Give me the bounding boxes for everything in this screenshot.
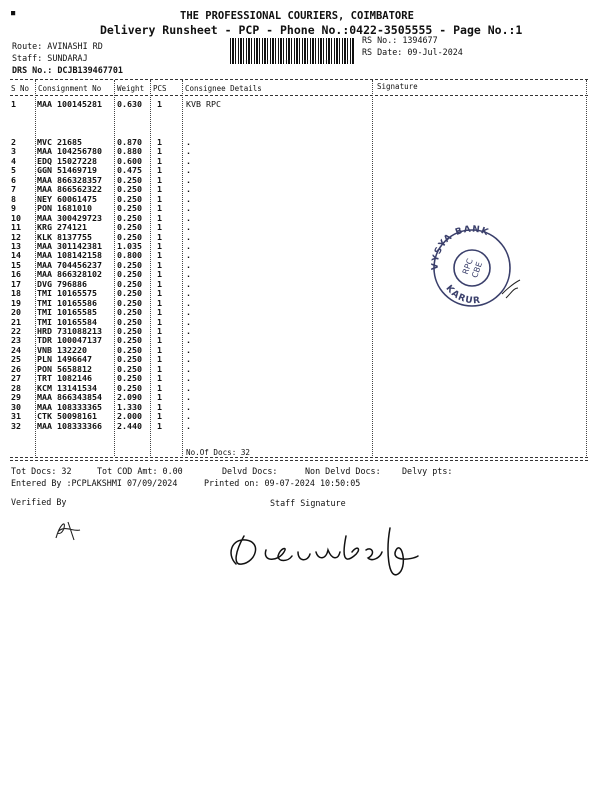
row-consignee: .	[186, 240, 191, 251]
row-consignment-no: MAA 108333366	[37, 420, 102, 431]
row-consignment-no: TMI 10165585	[37, 307, 97, 318]
row-weight: 0.250	[117, 231, 142, 242]
row-weight: 2.090	[117, 392, 142, 403]
col-header-consignment: Consignment No	[38, 84, 102, 93]
row-consignee: .	[186, 155, 191, 166]
row-pcs: 1	[157, 174, 162, 185]
row-consignee: .	[186, 165, 191, 176]
rs-date: RS Date: 09-Jul-2024	[362, 47, 463, 57]
row-weight: 0.250	[117, 344, 142, 355]
row-consignment-no: MAA 704456237	[37, 259, 102, 270]
col-header-sno: S No	[11, 84, 30, 93]
row-sno: 31	[11, 411, 21, 422]
row-sno: 10	[11, 212, 21, 223]
row-consignment-no: VNB 132220	[37, 344, 87, 355]
table-row	[0, 383, 600, 392]
table-row	[0, 354, 600, 363]
bank-stamp	[424, 222, 524, 312]
row-consignment-no: TRT 1082146	[37, 373, 92, 384]
staff-handwritten-signature	[222, 520, 422, 584]
row-consignee: .	[186, 137, 191, 147]
row-pcs: 1	[157, 297, 162, 308]
row-weight: 0.250	[117, 382, 142, 393]
row-consignment-no: NEY 60061475	[37, 193, 97, 204]
row-consignee: .	[186, 411, 191, 422]
row-consignment-no: GGN 51469719	[37, 165, 97, 176]
row-consignment-no: MAA 104256780	[37, 146, 102, 157]
row-pcs: 1	[157, 165, 162, 176]
row-consignee: .	[186, 335, 191, 346]
row-consignment-no: KLK 8137755	[37, 231, 92, 242]
row-consignee: .	[186, 193, 191, 204]
row-weight: 0.250	[117, 259, 142, 270]
row-weight: 0.250	[117, 373, 142, 384]
row-pcs: 1	[157, 184, 162, 195]
row-weight: 0.250	[117, 174, 142, 185]
row-consignment-no: MAA 866562322	[37, 184, 102, 195]
table-row	[0, 213, 600, 222]
row-pcs: 1	[157, 269, 162, 280]
col-header-consignee: Consignee Details	[185, 84, 262, 93]
row-weight: 0.250	[117, 297, 142, 308]
row-consignee: .	[186, 354, 191, 365]
table-row	[0, 194, 600, 203]
row-weight: 0.800	[117, 250, 142, 261]
tiny-mark: ■	[11, 9, 16, 17]
tot-docs: Tot Docs: 32	[11, 466, 72, 476]
table-row	[0, 402, 600, 411]
row-pcs: 1	[157, 363, 162, 374]
entered-by: Entered By :PCPLAKSHMI 07/09/2024	[11, 478, 178, 488]
row-weight: 0.250	[117, 335, 142, 346]
row-weight: 1.035	[117, 240, 142, 251]
table-row	[0, 326, 600, 335]
row-weight: 0.250	[117, 222, 142, 233]
row-pcs: 1	[157, 382, 162, 393]
row-sno: 3	[11, 146, 16, 157]
drs-number: DRS No.: DCJB139467701	[12, 65, 123, 75]
row-consignee: .	[186, 401, 191, 412]
row-consignee: KVB RPC	[186, 99, 221, 109]
row-pcs: 1	[157, 326, 162, 336]
table-row	[0, 317, 600, 326]
row-sno: 11	[11, 222, 21, 233]
row-pcs: 1	[157, 392, 162, 403]
tot-cod-amt: Tot COD Amt: 0.00	[97, 466, 183, 476]
non-delvd-docs: Non Delvd Docs:	[305, 466, 381, 476]
header-top-rule	[10, 79, 588, 80]
row-consignment-no: MAA 108142158	[37, 250, 102, 261]
col-header-signature: Signature	[377, 82, 418, 91]
row-consignment-no: KRG 274121	[37, 222, 87, 233]
row-sno: 8	[11, 193, 16, 204]
row-consignee: .	[186, 269, 191, 280]
row-consignee: .	[186, 373, 191, 384]
row-sno: 23	[11, 335, 21, 346]
row-sno: 20	[11, 307, 21, 318]
row-pcs: 1	[157, 259, 162, 270]
row-pcs: 1	[157, 411, 162, 422]
stamp-center-rpc: RPC	[460, 257, 475, 276]
row-weight: 0.250	[117, 193, 142, 204]
row-pcs: 1	[157, 316, 162, 327]
row-pcs: 1	[157, 307, 162, 318]
row-sno: 1	[11, 99, 16, 109]
row-consignment-no: MVC 21685	[37, 137, 82, 147]
row-consignment-no: TDR 100047137	[37, 335, 102, 346]
row-sno: 26	[11, 363, 21, 374]
row-consignment-no: MAA 866328102	[37, 269, 102, 280]
row-weight: 2.440	[117, 420, 142, 431]
table-row	[0, 335, 600, 344]
row-weight: 0.870	[117, 137, 142, 147]
row-sno: 6	[11, 174, 16, 185]
row-pcs: 1	[157, 250, 162, 261]
table-row	[0, 99, 600, 108]
verified-by-label: Verified By	[11, 497, 67, 507]
row-consignment-no: TMI 10165584	[37, 316, 97, 327]
row-consignment-no: TMI 10165575	[37, 288, 97, 299]
row-consignee: .	[186, 344, 191, 355]
table-row	[0, 184, 600, 193]
row-weight: 0.250	[117, 288, 142, 299]
company-name: THE PROFESSIONAL COURIERS, COIMBATORE	[180, 10, 414, 22]
route-label: Route: AVINASHI RD	[12, 41, 103, 51]
row-pcs: 1	[157, 222, 162, 233]
row-sno: 12	[11, 231, 21, 242]
totals-top-rule	[10, 460, 588, 461]
row-sno: 16	[11, 269, 21, 280]
row-consignee: .	[186, 222, 191, 233]
row-consignee: .	[186, 203, 191, 214]
row-pcs: 1	[157, 99, 162, 109]
stamp-ring	[434, 230, 510, 306]
row-pcs: 1	[157, 212, 162, 223]
row-consignment-no: EDQ 15027228	[37, 155, 97, 166]
table-row	[0, 165, 600, 174]
row-consignment-no: DVG 796886	[37, 278, 87, 289]
row-consignment-no: MAA 866343854	[37, 392, 102, 403]
row-weight: 1.330	[117, 401, 142, 412]
row-pcs: 1	[157, 203, 162, 214]
table-row	[0, 203, 600, 212]
row-pcs: 1	[157, 354, 162, 365]
row-pcs: 1	[157, 288, 162, 299]
row-consignee: .	[186, 184, 191, 195]
table-row	[0, 345, 600, 354]
row-sno: 29	[11, 392, 21, 403]
staff-signature-label: Staff Signature	[270, 498, 346, 508]
row-sno: 22	[11, 326, 21, 336]
row-weight: 0.250	[117, 326, 142, 336]
no-of-docs: No.Of Docs: 32	[186, 448, 251, 457]
table-row	[0, 411, 600, 420]
stamp-center-cbe: CBE	[470, 260, 485, 280]
row-sno: 18	[11, 288, 21, 299]
row-consignee: .	[186, 307, 191, 318]
row-weight: 2.000	[117, 411, 142, 422]
row-weight: 0.250	[117, 354, 142, 365]
row-weight: 0.250	[117, 278, 142, 289]
runsheet-subtitle: Delivery Runsheet - PCP - Phone No.:0422-3505555 - Page No.:1	[100, 23, 523, 37]
row-pcs: 1	[157, 193, 162, 204]
row-weight: 0.250	[117, 212, 142, 223]
table-row	[0, 373, 600, 382]
row-weight: 0.250	[117, 307, 142, 318]
row-sno: 30	[11, 401, 21, 412]
row-weight: 0.250	[117, 363, 142, 374]
row-consignment-no: TMI 10165586	[37, 297, 97, 308]
row-sno: 24	[11, 344, 21, 355]
row-consignment-no: MAA 108333365	[37, 401, 102, 412]
header-bottom-rule	[10, 95, 588, 96]
row-consignment-no: MAA 866328357	[37, 174, 102, 185]
row-consignment-no: CTK 50098161	[37, 411, 97, 422]
rs-number: RS No.: 1394677	[362, 35, 438, 45]
row-consignee: .	[186, 297, 191, 308]
row-weight: 0.600	[117, 155, 142, 166]
row-consignment-no: MAA 300429723	[37, 212, 102, 223]
row-pcs: 1	[157, 335, 162, 346]
table-row	[0, 421, 600, 430]
stamp-text-top: VYSYA BANK	[430, 224, 491, 271]
table-row	[0, 364, 600, 373]
row-consignment-no: KCM 13141534	[37, 382, 97, 393]
printed-on: Printed on: 09-07-2024 10:50:05	[204, 478, 361, 488]
row-pcs: 1	[157, 146, 162, 157]
col-header-weight: Weight	[117, 84, 145, 93]
row-pcs: 1	[157, 155, 162, 166]
row-consignee: .	[186, 146, 191, 157]
row-sno: 9	[11, 203, 16, 214]
row-pcs: 1	[157, 137, 162, 147]
row-pcs: 1	[157, 240, 162, 251]
row-sno: 17	[11, 278, 21, 289]
row-weight: 0.630	[117, 99, 142, 109]
row-sno: 28	[11, 382, 21, 393]
row-consignee: .	[186, 326, 191, 336]
stamp-text-bottom: KARUR	[443, 283, 482, 307]
row-sno: 21	[11, 316, 21, 327]
row-consignee: .	[186, 174, 191, 185]
row-consignee: .	[186, 278, 191, 289]
row-consignee: .	[186, 420, 191, 431]
row-sno: 32	[11, 420, 21, 431]
row-consignment-no: PON 5658812	[37, 363, 92, 374]
row-pcs: 1	[157, 420, 162, 431]
row-sno: 19	[11, 297, 21, 308]
table-row	[0, 146, 600, 155]
row-consignee: .	[186, 212, 191, 223]
row-pcs: 1	[157, 401, 162, 412]
row-pcs: 1	[157, 278, 162, 289]
row-consignee: .	[186, 250, 191, 261]
row-sno: 5	[11, 165, 16, 176]
row-consignee: .	[186, 316, 191, 327]
row-weight: 0.250	[117, 269, 142, 280]
row-consignee: .	[186, 231, 191, 242]
row-sno: 13	[11, 240, 21, 251]
row-consignment-no: MAA 100145281	[37, 99, 102, 109]
staff-label: Staff: SUNDARAJ	[12, 53, 88, 63]
delvd-docs: Delvd Docs:	[222, 466, 278, 476]
row-consignee: .	[186, 392, 191, 403]
row-consignment-no: PLN 1496647	[37, 354, 92, 365]
row-weight: 0.250	[117, 184, 142, 195]
stamp-scribble	[502, 280, 520, 298]
delvy-pts: Delvy pts:	[402, 466, 453, 476]
row-weight: 0.250	[117, 316, 142, 327]
row-pcs: 1	[157, 231, 162, 242]
row-weight: 0.250	[117, 203, 142, 214]
row-sno: 2	[11, 137, 16, 147]
table-row	[0, 392, 600, 401]
row-consignee: .	[186, 382, 191, 393]
table-row	[0, 156, 600, 165]
row-consignee: .	[186, 259, 191, 270]
row-consignee: .	[186, 288, 191, 299]
row-weight: 0.475	[117, 165, 142, 176]
row-pcs: 1	[157, 344, 162, 355]
barcode-image	[230, 38, 354, 64]
row-sno: 25	[11, 354, 21, 365]
table-bottom-rule	[10, 457, 588, 458]
table-row	[0, 137, 600, 146]
table-row	[0, 175, 600, 184]
row-sno: 4	[11, 155, 16, 166]
row-consignment-no: MAA 301142381	[37, 240, 102, 251]
row-sno: 15	[11, 259, 21, 270]
row-weight: 0.880	[117, 146, 142, 157]
row-consignment-no: HRD 731088213	[37, 326, 102, 336]
col-header-pcs: PCS	[153, 84, 167, 93]
row-sno: 14	[11, 250, 21, 261]
row-sno: 7	[11, 184, 16, 195]
row-consignment-no: PON 1681010	[37, 203, 92, 214]
verified-initials-signature	[50, 514, 84, 544]
row-pcs: 1	[157, 373, 162, 384]
row-consignee: .	[186, 363, 191, 374]
row-sno: 27	[11, 373, 21, 384]
